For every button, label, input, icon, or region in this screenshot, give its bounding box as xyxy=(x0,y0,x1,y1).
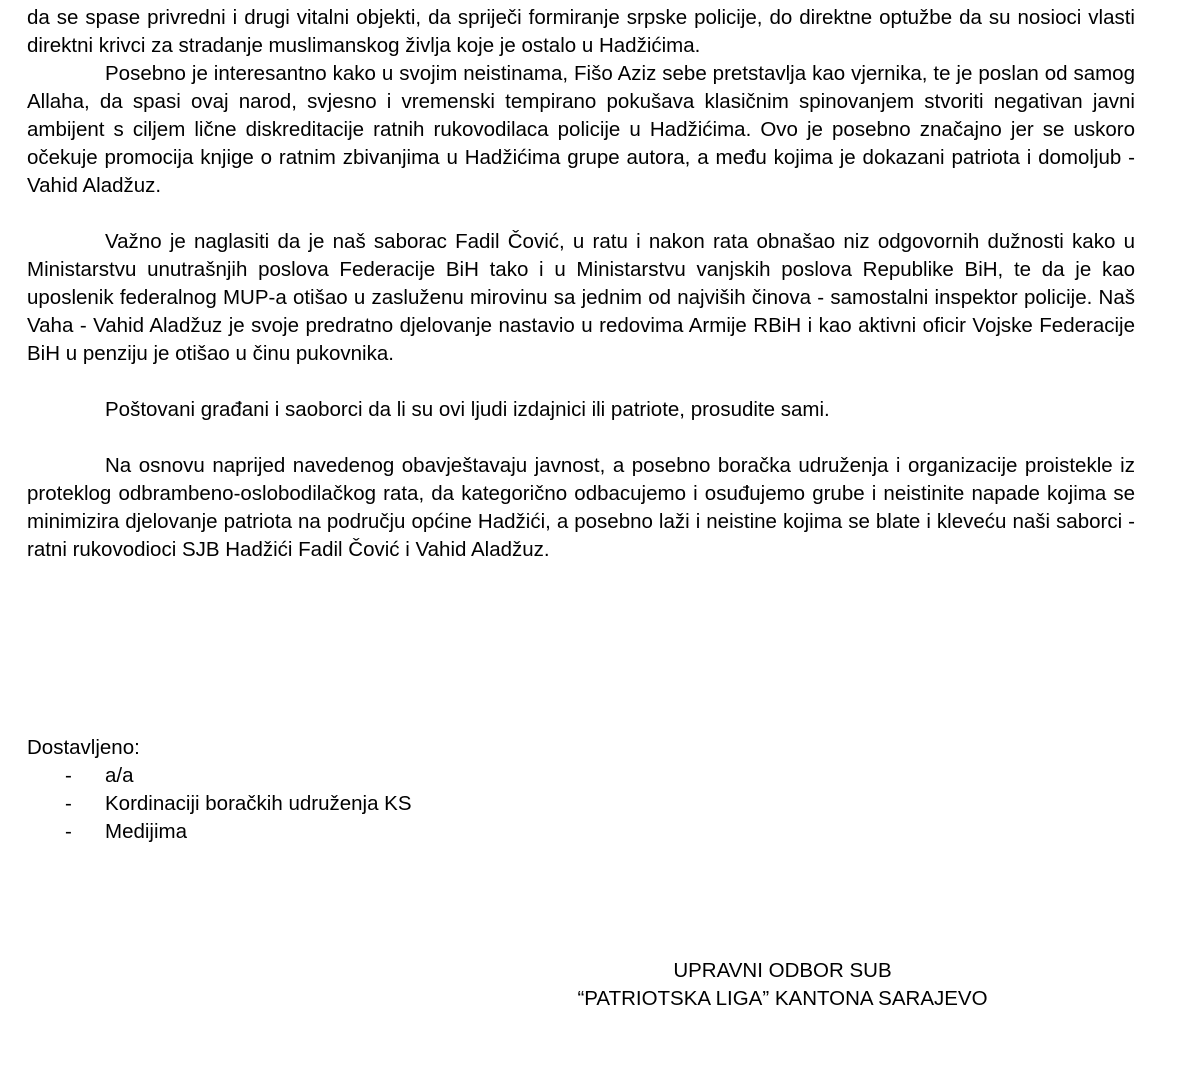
paragraph-spacer xyxy=(27,200,1135,228)
delivery-list-section xyxy=(27,734,412,846)
paragraph-spacer xyxy=(27,424,1135,452)
delivery-heading: Dostavljeno: xyxy=(27,736,140,759)
paragraph-conclusion: Na osnovu naprijed navedenog obavještavaju javnost, a posebno boračka udruženja i organizacije proistekle iz proteklog odbrambeno-oslobodilačkog rata, da kategorično odbacujemo i osuđujemo grube i neistinite napade kojima se minimizira djelovanje patriota na području općine Hadžići, a posebno laži i neistine kojima se blate i kleveću naši saborci - ratni rukovodioci SJB Hadžići Fadil Čović i Vahid Aladžuz. xyxy=(27,454,1135,561)
delivery-item xyxy=(27,762,412,790)
delivery-item xyxy=(27,818,412,846)
list-dash: - xyxy=(65,764,72,787)
paragraph-question: Poštovani građani i saoborci da li su ovi ljudi izdajnici ili patriote, prosudite sami. xyxy=(105,398,830,421)
paragraph-spacer xyxy=(27,368,1135,396)
letter-body xyxy=(27,4,1135,564)
paragraph-fiso-aziz: Posebno je interesantno kako u svojim neistinama, Fišo Aziz sebe pretstavlja kao vjernika, te je poslan od samog Allaha, da spasi ovaj narod, svjesno i vremenski tempirano pokušava klasičnim spinovanjem stvoriti negativan javni ambijent s ciljem lične diskreditacije ratnih rukovodilaca policije u Hadžićima. Ovo je posebno značajno jer se uskoro očekuje promocija knjige o ratnim zbivanjima u Hadžićima grupe autora, a među kojima je dokazani patriota i domoljub - Vahid Aladžuz. xyxy=(27,62,1135,197)
delivery-item-label: Medijima xyxy=(105,820,188,843)
delivery-item xyxy=(27,790,412,818)
list-dash: - xyxy=(65,820,72,843)
list-dash: - xyxy=(65,792,72,815)
signature-line-2: “PATRIOTSKA LIGA” KANTONA SARAJEVO xyxy=(577,987,988,1010)
paragraph-continuation: da se spase privredni i drugi vitalni objekti, da spriječi formiranje srpske policije, do direktne optužbe da su nosioci vlasti direktni krivci za stradanje muslimanskog življa koje je ostalo u Hadžićima. xyxy=(27,6,1135,57)
signature-block xyxy=(500,957,1065,1013)
delivery-item-label: Kordinaciji boračkih udruženja KS xyxy=(105,792,412,815)
signature-line-1: UPRAVNI ODBOR SUB xyxy=(673,959,892,982)
delivery-item-label: a/a xyxy=(105,764,134,787)
delivery-list xyxy=(27,762,412,846)
paragraph-fadil-covic: Važno je naglasiti da je naš saborac Fadil Čović, u ratu i nakon rata obnašao niz odgovornih dužnosti kako u Ministarstvu unutrašnjih poslova Federacije BiH tako i u Ministarstvu vanjskih poslova Republike BiH, te da je kao uposlenik federalnog MUP-a otišao u zasluženu mirovinu sa jednim od najviših činova - samostalni inspektor policije. Naš Vaha - Vahid Aladžuz je svoje predratno djelovanje nastavio u redovima Armije RBiH i kao aktivni oficir Vojske Federacije BiH u penziju je otišao u činu pukovnika. xyxy=(27,230,1135,365)
